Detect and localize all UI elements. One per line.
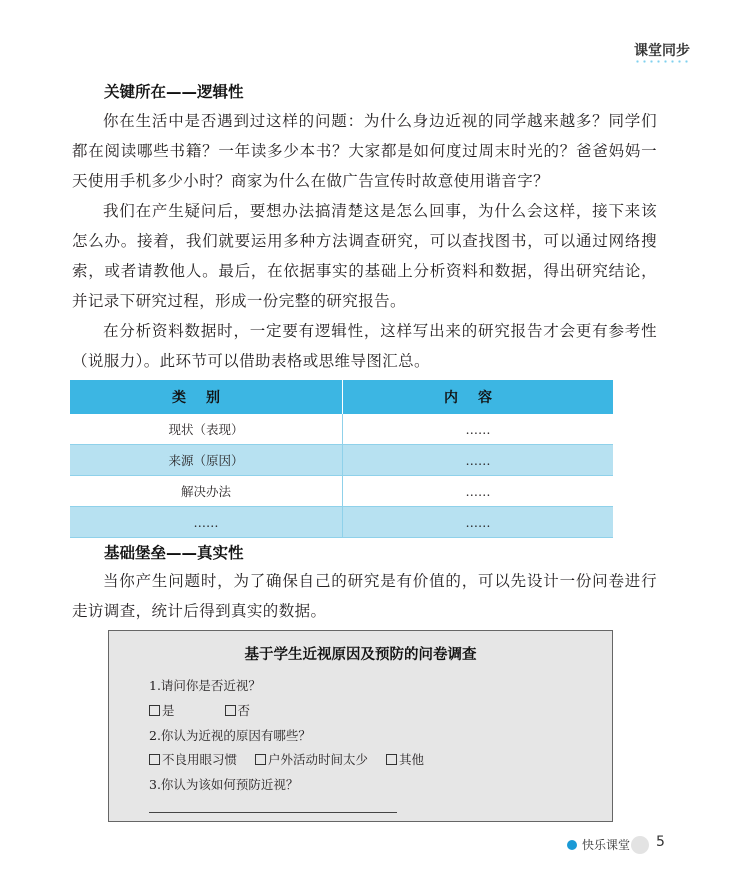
table-cell: 解决办法 <box>70 476 343 507</box>
survey-question-3: 3.你认为该如何预防近视？ <box>149 777 299 792</box>
survey-question-2: 2.你认为近视的原因有哪些？ <box>149 728 311 743</box>
option-less-outdoor[interactable]: 户外活动时间太少 <box>255 750 368 768</box>
option-bad-habits[interactable]: 不良用眼习惯 <box>149 750 237 768</box>
header-dots-decoration <box>634 60 690 63</box>
table-header-row <box>70 380 613 414</box>
checkbox-icon[interactable] <box>149 705 160 716</box>
paragraph-truth-1: 当你产生问题时，为了确保自己的研究是有价值的，可以先设计一份问卷进行走访调查，统计后得到真实的数据。 <box>72 572 657 620</box>
survey-q2-options <box>149 750 438 768</box>
survey-q1-options <box>149 701 264 719</box>
section-heading-truth: 基础堡垒——真实性 <box>104 544 244 562</box>
table-cell: …… <box>343 445 614 476</box>
option-other[interactable]: 其他 <box>386 750 424 768</box>
answer-line[interactable] <box>149 812 397 813</box>
table-cell: …… <box>343 507 614 538</box>
option-yes[interactable]: 是 <box>149 701 175 719</box>
table-cell: 现状（表现） <box>70 414 343 445</box>
footer-label: 快乐课堂 <box>582 838 631 852</box>
section-heading-logic: 关键所在——逻辑性 <box>104 83 244 101</box>
table-row <box>70 445 613 476</box>
survey-box <box>108 630 613 822</box>
footer-dot-icon <box>567 840 577 850</box>
table-header-content: 内容 <box>343 380 614 414</box>
table-cell: …… <box>70 507 343 538</box>
paragraph-logic-2: 我们在产生疑问后，要想办法搞清楚这是怎么回事，为什么会这样，接下来该怎么办。接着，我们就要运用多种方法调查研究，可以查找图书，可以通过网络搜索，或者请教他人。最后，在依据事实的基础上分析资料和数据，得出研究结论，并记录下研究过程，形成一份完整的研究报告。 <box>72 202 657 310</box>
checkbox-icon[interactable] <box>225 705 236 716</box>
header-title: 课堂同步 <box>634 43 690 59</box>
option-no[interactable]: 否 <box>225 701 251 719</box>
table-row <box>70 507 613 538</box>
survey-title: 基于学生近视原因及预防的问卷调查 <box>244 647 477 663</box>
checkbox-icon[interactable] <box>149 754 160 765</box>
page-number: 5 <box>656 834 665 850</box>
table-cell: …… <box>343 414 614 445</box>
table-cell: 来源（原因） <box>70 445 343 476</box>
table-header-category: 类别 <box>70 380 343 414</box>
footer-circle-icon <box>631 836 649 854</box>
survey-question-1: 1.请问你是否近视？ <box>149 678 261 693</box>
category-table <box>70 380 613 538</box>
table-row <box>70 414 613 445</box>
table-row <box>70 476 613 507</box>
table-cell: …… <box>343 476 614 507</box>
checkbox-icon[interactable] <box>386 754 397 765</box>
paragraph-logic-1: 你在生活中是否遇到过这样的问题：为什么身边近视的同学越来越多？同学们都在阅读哪些书籍？一年读多少本书？大家都是如何度过周末时光的？爸爸妈妈一天使用手机多少小时？商家为什么在做广告宣传时故意使用谐音字？ <box>72 112 657 190</box>
paragraph-logic-3: 在分析资料数据时，一定要有逻辑性，这样写出来的研究报告才会更有参考性（说服力）。此环节可以借助表格或思维导图汇总。 <box>72 322 657 370</box>
checkbox-icon[interactable] <box>255 754 266 765</box>
